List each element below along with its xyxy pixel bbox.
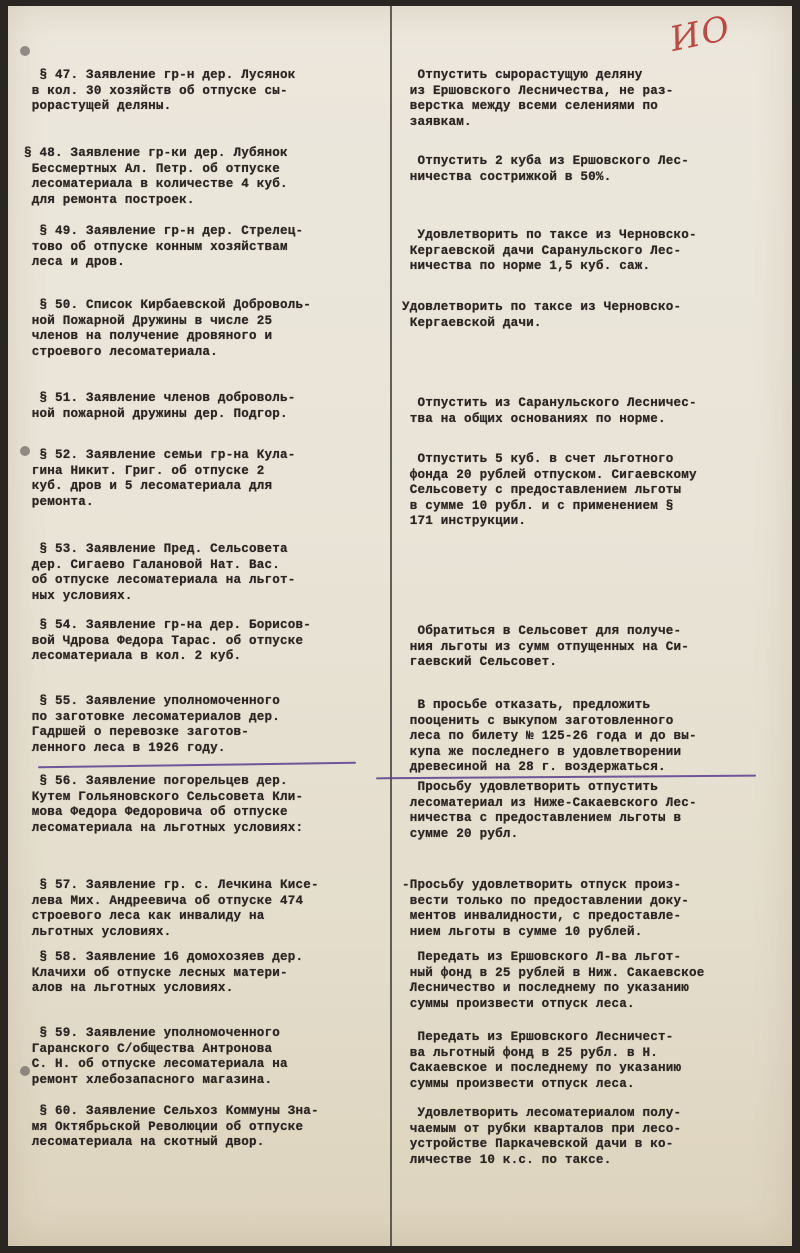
resolution-59: Передать из Ершовского Лесничест- ва льготный фонд в 25 рубл. в Н. Сакаевское и последнему по указанию суммы произвести отпуск леса. <box>409 1030 682 1091</box>
paragraph-49: § 49. Заявление гр-н дер. Стрелец- тово об отпуске конным хозяйствам леса и дров. <box>31 224 304 269</box>
resolution-52: Отпустить 5 куб. в счет льготного фонда 20 рублей отпуском. Сигаевскому Сельсовету с предоставлением льготы в сумме 10 рубл. и с применением § 171 инструкции. <box>409 452 697 528</box>
resolution-55: В просьбе отказать, предложить пооценить с выкупом заготовленного леса по билету № 125-26 года и до вы- купа же последнего в удовлетворении древесиной на 28 г. воздержаться. <box>409 698 697 774</box>
paragraph-60: § 60. Заявление Сельхоз Коммуны Зна- мя Октябрьской Революции об отпуске лесоматериала на скотный двор. <box>31 1104 319 1149</box>
paragraph-51: § 51. Заявление членов доброволь- ной пожарной дружины дер. Подгор. <box>31 391 296 421</box>
column-divider <box>390 6 392 1246</box>
resolution-50: Удовлетворить по таксе из Черновско- Кергаевской дачи. <box>402 300 682 330</box>
resolution-51: Отпустить из Саранульского Лесничес- тва на общих основаниях по норме. <box>409 396 697 426</box>
paragraph-54: § 54. Заявление гр-на дер. Борисов- вой Чдрова Федора Тарас. об отпуске лесоматериала в кол. 2 куб. <box>31 618 312 663</box>
handwritten-mark: ИО <box>666 8 736 60</box>
archival-page <box>8 6 792 1246</box>
resolution-48: Отпустить 2 куба из Ершовского Лес- ничества сострижкой в 50%. <box>409 154 690 184</box>
paragraph-59: § 59. Заявление уполномоченного Гаранского С/общества Антронова С. Н. об отпуске лесоматериала на ремонт хлебозапасного магазина. <box>31 1026 288 1087</box>
resolution-58: Передать из Ершовского Л-ва льгот- ный фонд в 25 рублей в Ниж. Сакаевское Лесничество и последнему по указанию суммы произвести отпуск леса. <box>409 950 705 1011</box>
paragraph-47: § 47. Заявление гр-н дер. Лусянок в кол. 30 хозяйств об отпуске сы- рорастущей деляны. <box>31 68 296 113</box>
paragraph-53: § 53. Заявление Пред. Сельсовета дер. Сигаево Галановой Нат. Вас. об отпуске лесоматериала на льгот- ных условиях. <box>31 542 296 603</box>
paragraph-57: § 57. Заявление гр. с. Лечкина Кисе- лева Мих. Андреевича об отпуске 474 строевого леса как инвалиду на льготных условиях. <box>31 878 319 939</box>
punch-hole <box>20 46 30 56</box>
paragraph-56: § 56. Заявление погорельцев дер. Кутем Гольяновского Сельсовета Кли- мова Федора Федоровича об отпуске лесоматериала на льготных условиях: <box>31 774 304 835</box>
resolution-47: Отпустить сырорастущую деляну из Ершовского Лесничества, не раз- верстка между всеми селениями по заявкам. <box>409 68 674 129</box>
resolution-60: Удовлетворить лесоматериалом полу- чаемым от рубки кварталов при лесо- устройстве Паркачевской дачи в ко- личестве 10 к.с. по таксе. <box>409 1106 682 1167</box>
resolution-57: -Просьбу удовлетворить отпуск произ- вести только по предоставлении доку- ментов инвалидности, с предоставле- нием льготы в сумме 10 рублей. <box>402 878 690 939</box>
paragraph-48: § 48. Заявление гр-ки дер. Лубянок Бессмертных Ал. Петр. об отпуске лесоматериала в количестве 4 куб. для ремонта построек. <box>24 146 288 207</box>
paragraph-55: § 55. Заявление уполномоченного по заготовке лесоматериалов дер. Гадршей о перевозке заготов- ленного леса в 1926 году. <box>31 694 280 755</box>
resolution-54: Обратиться в Сельсовет для получе- ния льготы из сумм отпущенных на Си- гаевский Сельсовет. <box>409 624 690 669</box>
paragraph-52: § 52. Заявление семьи гр-на Кула- гина Никит. Григ. об отпуске 2 куб. дров и 5 лесоматериала для ремонта. <box>31 448 296 509</box>
paragraph-50: § 50. Список Кирбаевской Доброволь- ной Пожарной Дружины в числе 25 членов на получение дровяного и строевого лесоматериала. <box>31 298 312 359</box>
resolution-49: Удовлетворить по таксе из Черновско- Кергаевской дачи Саранульского Лес- ничества по норме 1,5 куб. саж. <box>409 228 697 273</box>
ink-underline <box>38 762 356 768</box>
paragraph-58: § 58. Заявление 16 домохозяев дер. Клачихи об отпуске лесных матери- алов на льготных условиях. <box>31 950 304 995</box>
resolution-56: Просьбу удовлетворить отпустить лесоматериал из Ниже-Сакаевского Лес- ничества с предоставлением льготы в сумме 20 рубл. <box>409 780 697 841</box>
